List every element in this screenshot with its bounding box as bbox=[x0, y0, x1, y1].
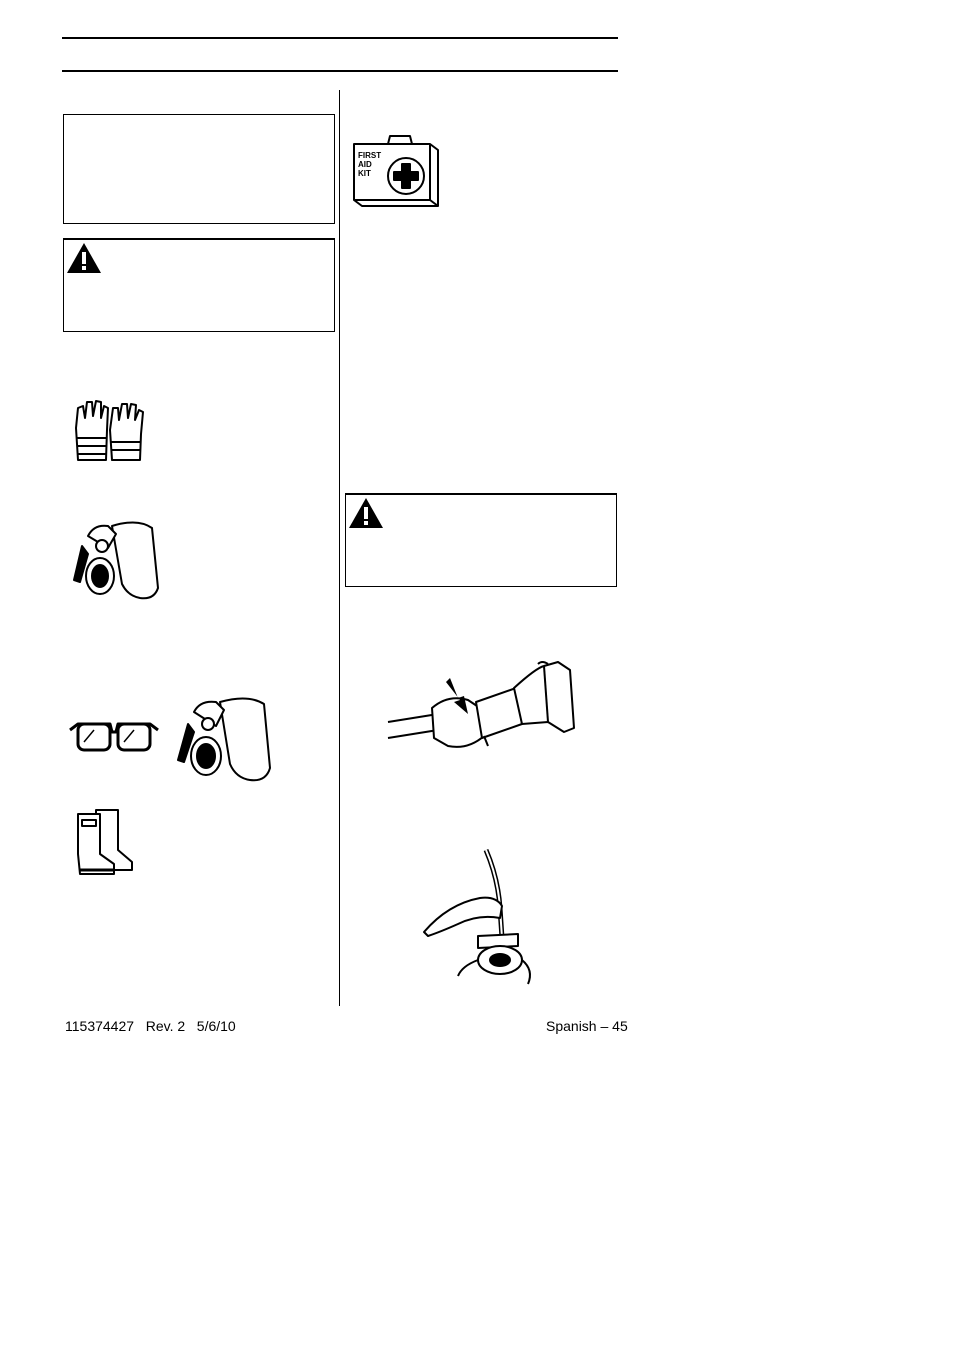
warning-box-right bbox=[345, 493, 617, 587]
trimmer-head-illustration bbox=[418, 848, 538, 990]
column-divider bbox=[339, 90, 340, 1006]
first-aid-kit-label-line-3: KIT bbox=[358, 169, 371, 178]
trimmer-handle-illustration bbox=[388, 658, 578, 748]
warning-triangle-icon bbox=[348, 497, 384, 529]
footer-page-label: Spanish – 45 bbox=[546, 1018, 628, 1034]
ear-protection-face-shield-icon bbox=[172, 694, 272, 784]
first-aid-kit-label-line-1: FIRST bbox=[358, 151, 382, 160]
first-aid-kit-label-line-2: AID bbox=[358, 160, 372, 169]
info-box bbox=[63, 114, 335, 224]
first-aid-kit-icon bbox=[350, 132, 442, 208]
header-rule-bottom bbox=[62, 70, 618, 72]
ear-protection-face-shield-icon bbox=[68, 518, 160, 602]
warning-box-left bbox=[63, 238, 335, 332]
warning-triangle-icon bbox=[66, 242, 102, 274]
safety-glasses-icon bbox=[68, 720, 160, 754]
boots-icon bbox=[74, 806, 144, 876]
header-rule-top bbox=[62, 37, 618, 39]
gloves-icon bbox=[70, 398, 150, 468]
footer-doc-number: 115374427 Rev. 2 5/6/10 bbox=[65, 1018, 236, 1034]
